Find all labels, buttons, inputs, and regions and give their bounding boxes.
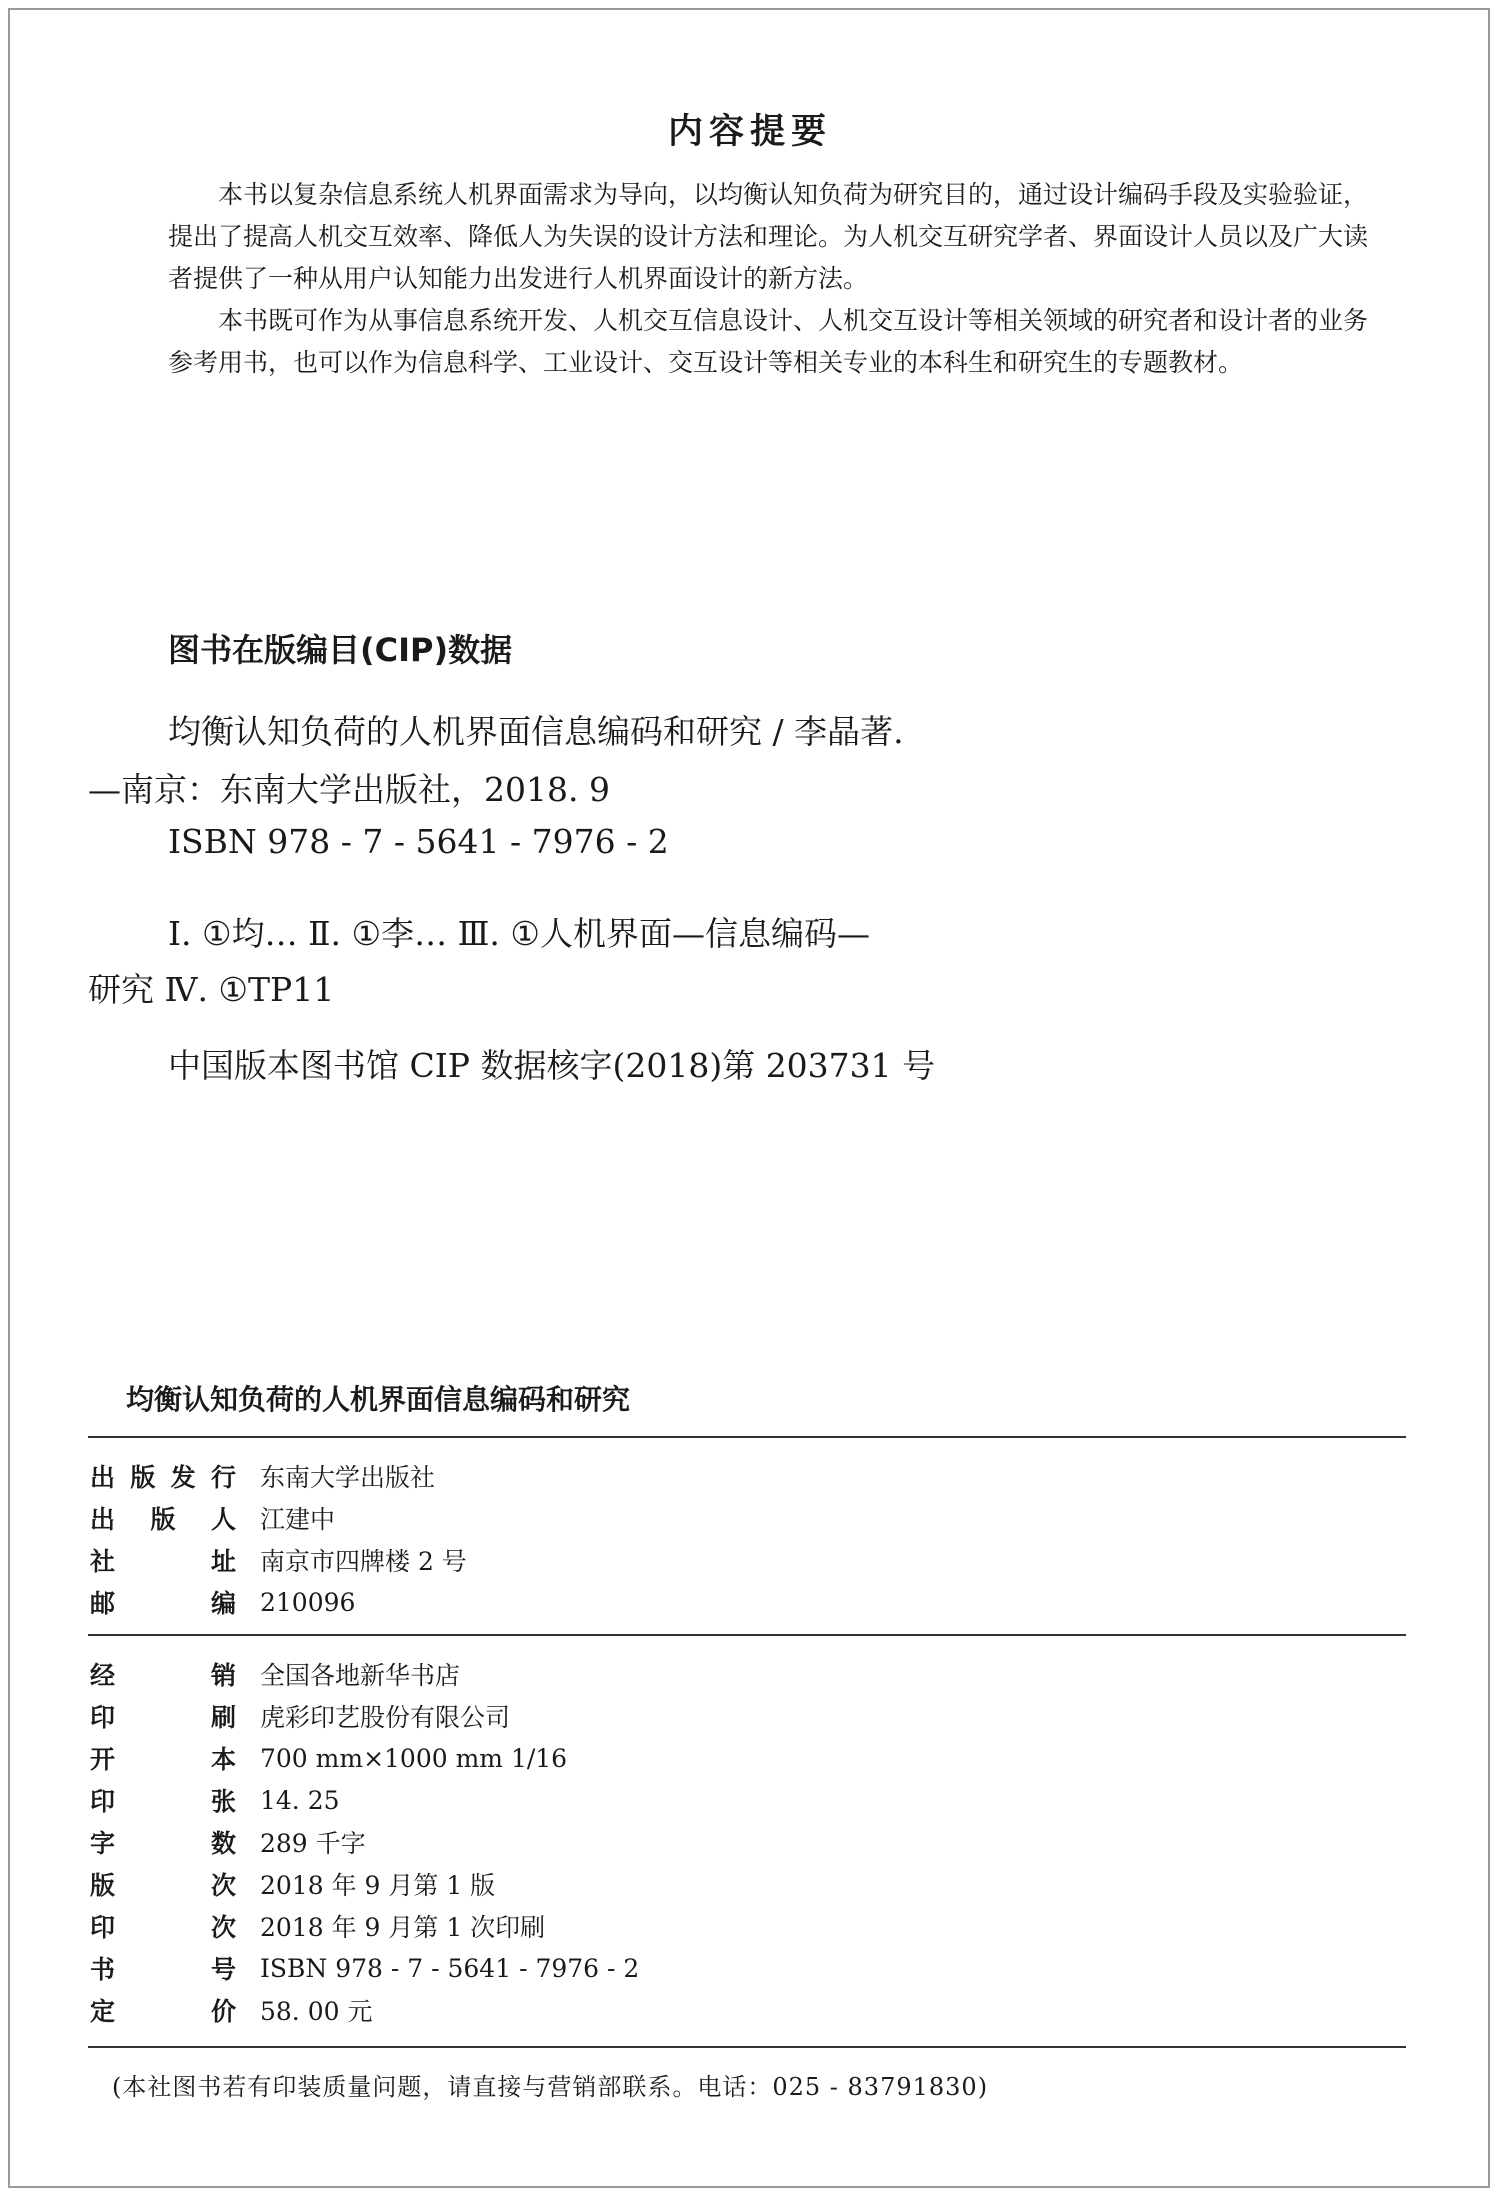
imprint-value: 2018 年 9 月第 1 版 [260, 1871, 496, 1900]
divider-rule [88, 2046, 1406, 2048]
imprint-value: 全国各地新华书店 [260, 1661, 461, 1690]
cip-line-isbn: ISBN 978 - 7 - 5641 - 7976 - 2 [168, 822, 669, 861]
imprint-value: 289 千字 [260, 1829, 366, 1858]
imprint-label: 版次 [90, 1871, 236, 1900]
imprint-label: 定价 [90, 1997, 236, 2026]
imprint-value: 南京市四牌楼 2 号 [260, 1547, 467, 1576]
imprint-row-address [90, 1539, 467, 1581]
divider-rule [88, 1634, 1406, 1636]
imprint-row-postcode [90, 1581, 355, 1623]
imprint-row-publisher [90, 1455, 435, 1497]
imprint-label: 印刷 [90, 1703, 236, 1732]
summary-title: 内容提要 [667, 112, 832, 152]
summary-paragraph-2: 本书既可作为从事信息系统开发、人机交互信息设计、人机交互设计等相关领域的研究者和设计者的业务参考用书，也可以作为信息科学、工业设计、交互设计等相关专业的本科生和研究生的专题教材。 [168, 306, 1369, 377]
imprint-row-printing [90, 1905, 545, 1947]
imprint-value: 58. 00 元 [260, 1997, 373, 2026]
imprint-row-word-count [90, 1821, 366, 1863]
cip-line-subjects: Ⅰ. ①均… Ⅱ. ①李… Ⅲ. ①人机界面—信息编码— [168, 914, 870, 953]
imprint-row-book-number [90, 1947, 639, 1989]
imprint-value: 700 mm×1000 mm 1/16 [260, 1743, 568, 1773]
imprint-label: 印次 [90, 1913, 236, 1942]
imprint-value: 江建中 [260, 1505, 336, 1534]
imprint-row-edition [90, 1863, 495, 1905]
imprint-label: 印张 [90, 1787, 236, 1816]
footer-note: (本社图书若有印装质量问题，请直接与营销部联系。电话：025 - 83791830) [112, 2073, 989, 2101]
imprint-value: 14. 25 [260, 1785, 340, 1815]
imprint-label: 字数 [90, 1829, 236, 1858]
imprint-value: 东南大学出版社 [260, 1463, 436, 1492]
imprint-value: 虎彩印艺股份有限公司 [260, 1703, 511, 1732]
imprint-row-sheets [90, 1779, 340, 1821]
imprint-row-printer [90, 1695, 510, 1737]
imprint-label: 出版人 [90, 1505, 236, 1534]
divider-rule [88, 1436, 1406, 1438]
imprint-value: 210096 [260, 1587, 356, 1617]
summary-paragraph-1: 本书以复杂信息系统人机界面需求为导向，以均衡认知负荷为研究目的，通过设计编码手段及实验验证，提出了提高人机交互效率、降低人为失误的设计方法和理论。为人机交互研究学者、界面设计人员以及广大读者提供了一种从用户认知能力出发进行人机界面设计的新方法。 [168, 180, 1369, 293]
cip-line-classification: 研究 Ⅳ. ①TP11 [88, 970, 335, 1009]
cip-title: 图书在版编目(CIP)数据 [168, 631, 513, 669]
imprint-label: 开本 [90, 1745, 236, 1774]
cip-line-title: 均衡认知负荷的人机界面信息编码和研究 / 李晶著. [168, 712, 904, 751]
imprint-label: 经销 [90, 1661, 236, 1690]
imprint-value: 2018 年 9 月第 1 次印刷 [260, 1913, 546, 1942]
imprint-label: 邮编 [90, 1589, 236, 1618]
imprint-label: 社址 [90, 1547, 236, 1576]
imprint-book-title: 均衡认知负荷的人机界面信息编码和研究 [126, 1383, 631, 1416]
cip-line-publisher: —南京：东南大学出版社，2018. 9 [88, 770, 610, 809]
imprint-label: 出版发行 [90, 1463, 236, 1492]
cip-line-record-number: 中国版本图书馆 CIP 数据核字(2018)第 203731 号 [168, 1046, 936, 1085]
imprint-row-format [90, 1737, 567, 1779]
imprint-row-distributor [90, 1653, 460, 1695]
imprint-value: ISBN 978 - 7 - 5641 - 7976 - 2 [260, 1953, 640, 1983]
imprint-row-price [90, 1989, 372, 2031]
imprint-row-publisher-person [90, 1497, 335, 1539]
imprint-label: 书号 [90, 1955, 236, 1984]
